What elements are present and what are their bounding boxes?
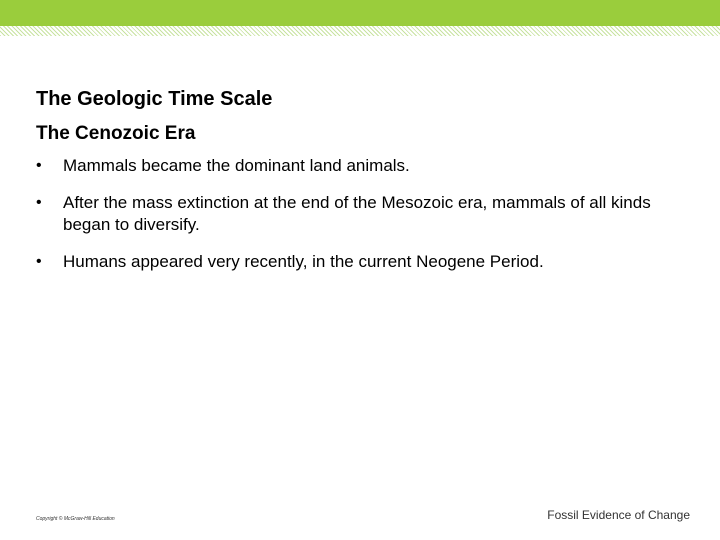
list-item (36, 192, 676, 236)
bullet-list (36, 155, 676, 288)
copyright-notice: Copyright © McGraw-Hill Education (36, 516, 115, 522)
header-accent-bar (0, 0, 720, 26)
bullet-marker: • (36, 194, 42, 211)
bullet-text: Humans appeared very recently, in the current Neogene Period. (63, 252, 544, 271)
bullet-marker: • (36, 157, 42, 174)
list-item (36, 251, 676, 273)
slide-title: The Geologic Time Scale (36, 88, 273, 110)
footer-section-title: Fossil Evidence of Change (547, 508, 690, 522)
slide-subtitle: The Cenozoic Era (36, 123, 196, 144)
list-item (36, 155, 676, 177)
header-stripe-pattern (0, 26, 720, 36)
bullet-text: Mammals became the dominant land animals. (63, 156, 410, 175)
bullet-marker: • (36, 253, 42, 270)
bullet-text: After the mass extinction at the end of the Mesozoic era, mammals of all kinds began to diversify. (63, 193, 651, 234)
